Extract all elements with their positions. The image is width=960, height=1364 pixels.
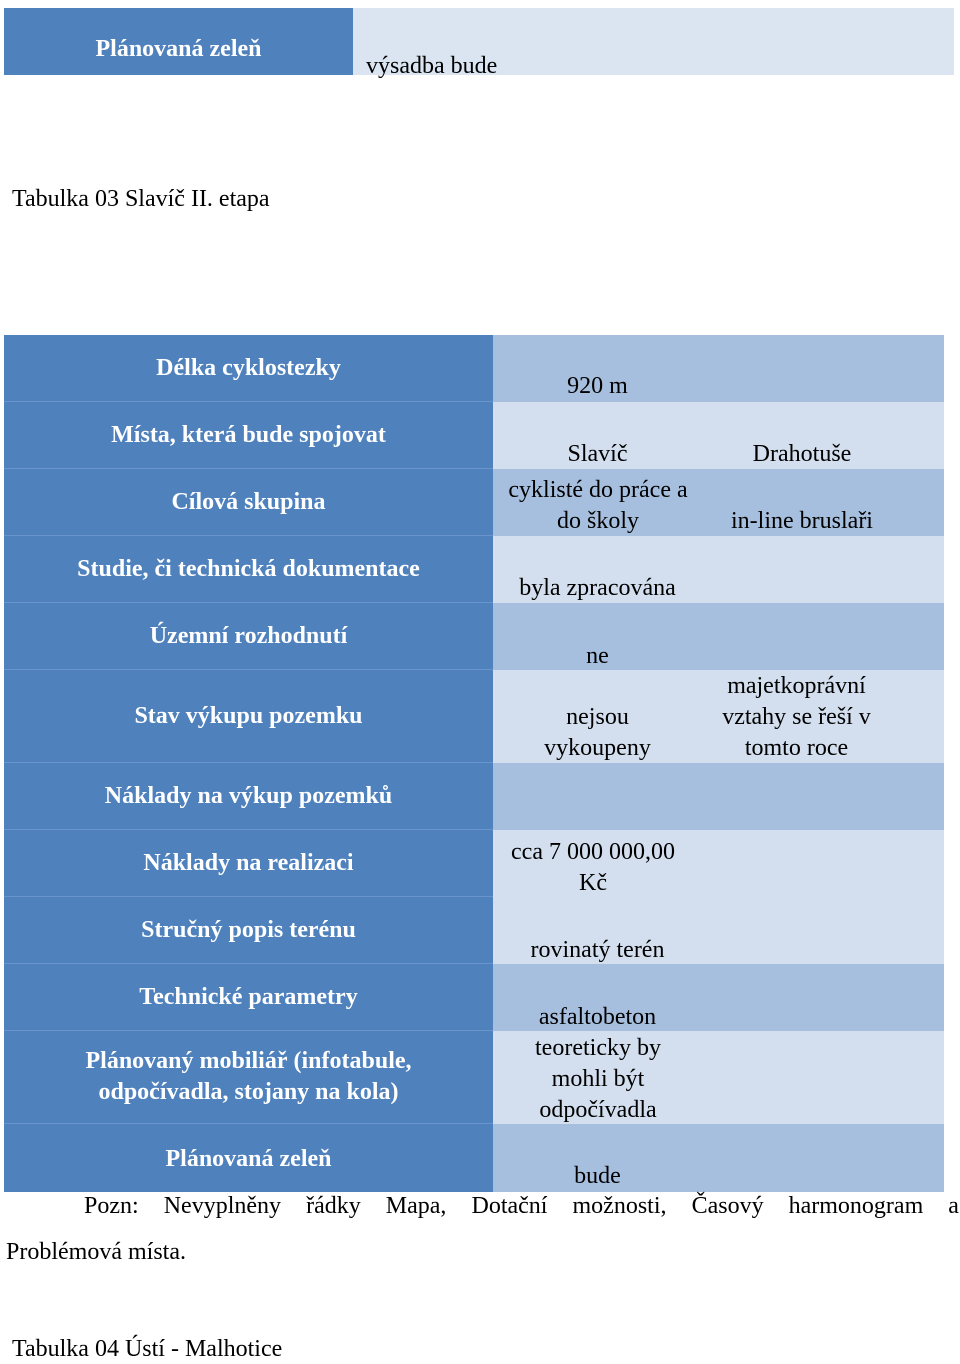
prev-table-label: Plánovaná zeleň (95, 36, 262, 62)
value-cell: ne (586, 643, 609, 669)
row-label: Stav výkupu pozemku (4, 670, 493, 763)
note-word: Časový (691, 1193, 764, 1219)
note-line-1 (84, 1193, 959, 1220)
note-word: Pozn: (84, 1193, 139, 1219)
row-label: Plánovaný mobiliář (infotabule, odpočívadla, stojany na kola) (4, 1031, 493, 1124)
row-label: Cílová skupina (4, 469, 493, 536)
row-label: Náklady na výkup pozemků (4, 763, 493, 830)
row-label: Územní rozhodnutí (4, 603, 493, 670)
row-label: Plánovaná zeleň (165, 1146, 332, 1172)
note-line-2: Problémová místa. (6, 1239, 186, 1265)
value-cell: teoreticky by mohli být odpočívadla (535, 1035, 661, 1123)
value-cell: majetkoprávní vztahy se řeší v tomto roce (722, 673, 871, 761)
value-cell: cyklisté do práce a do školy (508, 477, 688, 534)
table-caption-2: Tabulka 04 Ústí - Malhotice (12, 1336, 283, 1362)
prev-table-value-cell (353, 8, 954, 79)
value-cell: cca 7 000 000,00 Kč (511, 839, 675, 896)
note-word: možnosti, (572, 1193, 667, 1219)
band (493, 763, 944, 830)
value-cell: byla zpracována (519, 575, 676, 601)
prev-table-value: výsadba bude (366, 53, 498, 79)
note-word: Dotační (471, 1193, 548, 1219)
note-word: Mapa, (385, 1193, 447, 1219)
row-label: Stručný popis terénu (4, 897, 493, 964)
note-word: Nevyplněny (163, 1193, 282, 1219)
value-cell: asfaltobeton (538, 1004, 657, 1030)
table-caption: Tabulka 03 Slavíč II. etapa (12, 186, 270, 212)
value-cell: bude (574, 1163, 621, 1189)
prev-table-label-cell (4, 8, 353, 75)
value-cell: nejsou vykoupeny (544, 704, 651, 761)
row-label: Náklady na realizaci (4, 830, 493, 897)
value-cell: rovinatý terén (530, 937, 665, 963)
note-word: řádky (306, 1193, 361, 1219)
row-label: Studie, či technická dokumentace (4, 536, 493, 603)
row-label: Technické parametry (4, 964, 493, 1031)
note-word: a (948, 1193, 959, 1219)
data-table (4, 335, 944, 1192)
value-cell: Slavíč (567, 441, 628, 467)
value-cell: Drahotuše (752, 441, 852, 467)
row-label: Délka cyklostezky (4, 335, 493, 402)
row-label: Místa, která bude spojovat (4, 402, 493, 469)
value-cell: in-line bruslaři (731, 508, 873, 534)
value-cell: 920 m (567, 373, 628, 399)
note-word: harmonogram (788, 1193, 924, 1219)
